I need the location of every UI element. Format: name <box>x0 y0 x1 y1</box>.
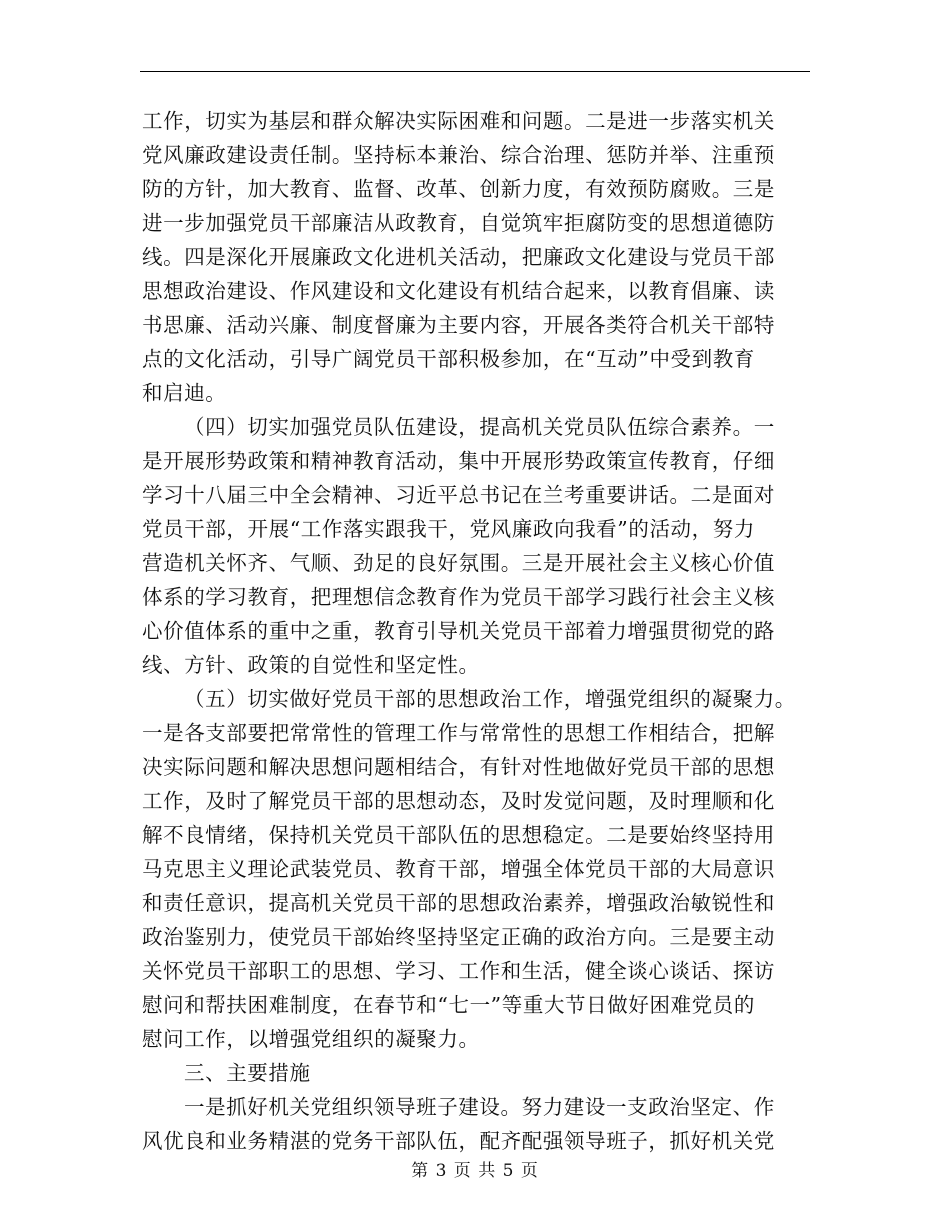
text-line: 决实际问题和解决思想问题相结合，有针对性地做好党员干部的思想 <box>142 755 775 779</box>
header-rule <box>140 71 810 72</box>
text-line: 党风廉政建设责任制。坚持标本兼治、综合治理、惩防并举、注重预 <box>142 143 775 167</box>
text-line: 和责任意识，提高机关党员干部的思想政治素养，增强政治敏锐性和 <box>142 891 775 915</box>
text-line: 进一步加强党员干部廉洁从政教育，自觉筑牢拒腐防变的思想道德防 <box>142 211 775 235</box>
document-body <box>142 104 812 1158</box>
text-line: 一是各支部要把常常性的管理工作与常常性的思想工作相结合，把解 <box>142 721 775 745</box>
text-line: 和启迪。 <box>142 381 227 405</box>
text-line: 工作，切实为基层和群众解决实际困难和问题。二是进一步落实机关 <box>142 109 775 133</box>
text-line: 体系的学习教育，把理想信念教育作为党员干部学习践行社会主义核 <box>142 585 775 609</box>
text-line: 学习十八届三中全会精神、习近平总书记在兰考重要讲话。二是面对 <box>142 483 775 507</box>
text-line: 营造机关怀齐、气顺、劲足的良好氛围。三是开展社会主义核心价值 <box>142 551 775 575</box>
text-line: 线、方针、政策的自觉性和坚定性。 <box>142 653 480 677</box>
text-line: 政治鉴别力，使党员干部始终坚持坚定正确的政治方向。三是要主动 <box>142 925 775 949</box>
section-heading-line: （四）切实加强党员队伍建设，提高机关党员队伍综合素养。一 <box>184 415 775 439</box>
text-line: 解不良情绪，保持机关党员干部队伍的思想稳定。二是要始终坚持用 <box>142 823 775 847</box>
text-line: 思想政治建设、作风建设和文化建设有机结合起来，以教育倡廉、读 <box>142 279 775 303</box>
section-heading: 三、主要措施 <box>184 1061 311 1085</box>
text-line: 防的方针，加大教育、监督、改革、创新力度，有效预防腐败。三是 <box>142 177 775 201</box>
text-line: 风优良和业务精湛的党务干部队伍，配齐配强领导班子，抓好机关党 <box>142 1129 775 1153</box>
text-line: 工作，及时了解党员干部的思想动态，及时发觉问题，及时理顺和化 <box>142 789 775 813</box>
section-heading-line: （五）切实做好党员干部的思想政治工作，增强党组织的凝聚力。 <box>184 687 796 711</box>
text-line: 线。四是深化开展廉政文化进机关活动，把廉政文化建设与党员干部 <box>142 245 775 269</box>
text-line: 书思廉、活动兴廉、制度督廉为主要内容，开展各类符合机关干部特 <box>142 313 775 337</box>
text-line: 马克思主义理论武装党员、教育干部，增强全体党员干部的大局意识 <box>142 857 775 881</box>
text-line: 一是抓好机关党组织领导班子建设。努力建设一支政治坚定、作 <box>184 1095 775 1119</box>
text-line: 是开展形势政策和精神教育活动，集中开展形势政策宣传教育，仔细 <box>142 449 775 473</box>
text-line: 关怀党员干部职工的思想、学习、工作和生活，健全谈心谈话、探访 <box>142 959 775 983</box>
page-number-footer: 第 3 页 共 5 页 <box>411 1161 539 1181</box>
text-line: 慰问和帮扶困难制度，在春节和“七一”等重大节日做好困难党员的 <box>142 993 755 1017</box>
text-line: 慰问工作，以增强党组织的凝聚力。 <box>142 1027 480 1051</box>
text-line: 心价值体系的重中之重，教育引导机关党员干部着力增强贯彻党的路 <box>142 619 775 643</box>
text-line: 点的文化活动，引导广阔党员干部积极参加，在“互动”中受到教育 <box>142 347 755 371</box>
text-line: 党员干部，开展“工作落实跟我干，党风廉政向我看”的活动，努力 <box>142 517 755 541</box>
